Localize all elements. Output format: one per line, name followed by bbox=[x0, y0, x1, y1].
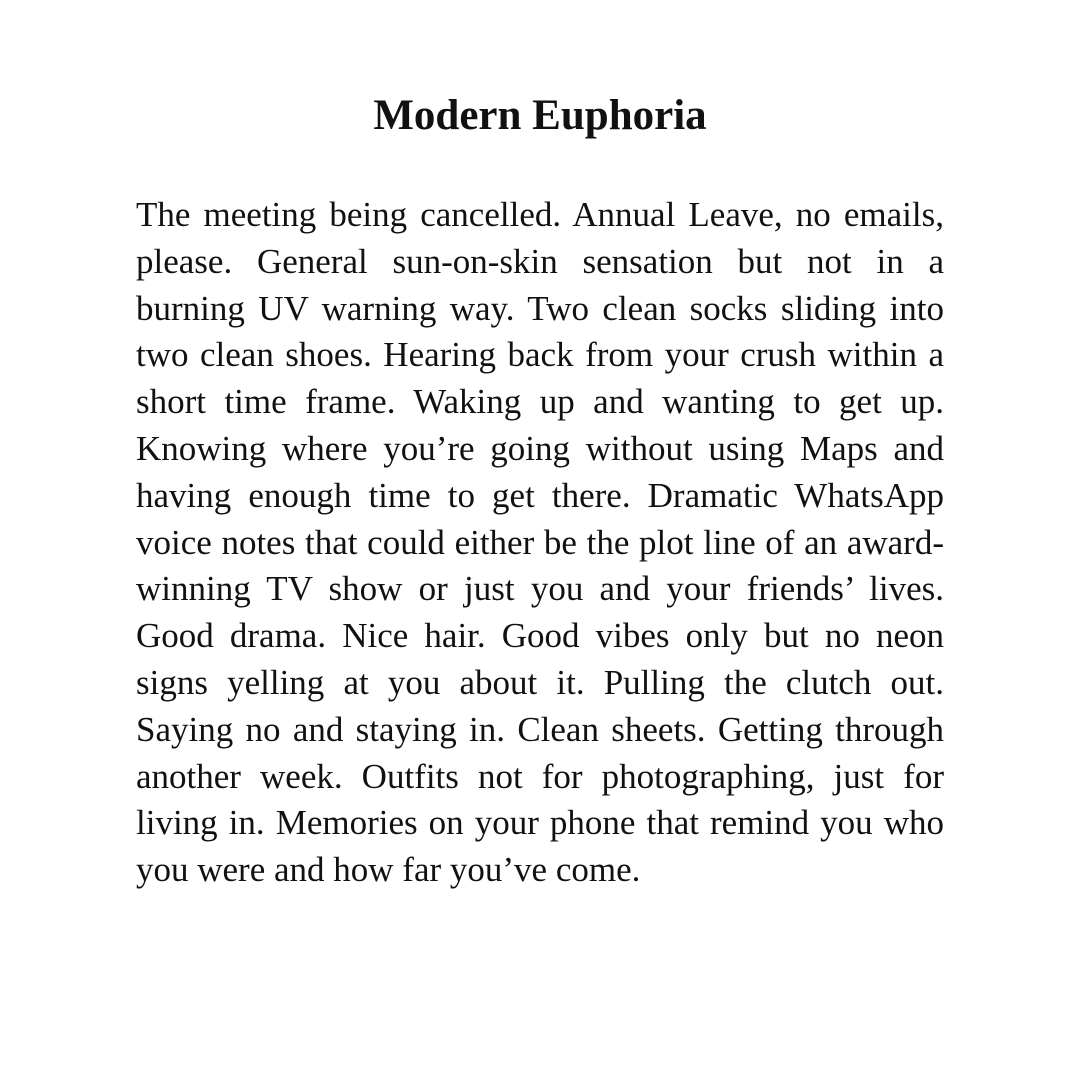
page-title: Modern Euphoria bbox=[373, 92, 707, 139]
body-paragraph: The meeting being cancelled. Annual Leave, no emails, please. General sun-on-skin sensation but not in a burning UV warning way. Two clean socks sliding into two clean shoes. Hearing back from your crush within a short time frame. Waking up and wanting to get up. Knowing where you’re going without using Maps and having enough time to get there. Dramatic WhatsApp voice notes that could either be the plot line of an award-winning TV show or just you and your friends’ lives. Good drama. Nice hair. Good vibes only but no neon signs yelling at you about it. Pulling the clutch out. Saying no and staying in. Clean sheets. Getting through another week. Outfits not for photographing, just for living in. Memories on your phone that remind you who you were and how far you’ve come. bbox=[136, 195, 944, 890]
